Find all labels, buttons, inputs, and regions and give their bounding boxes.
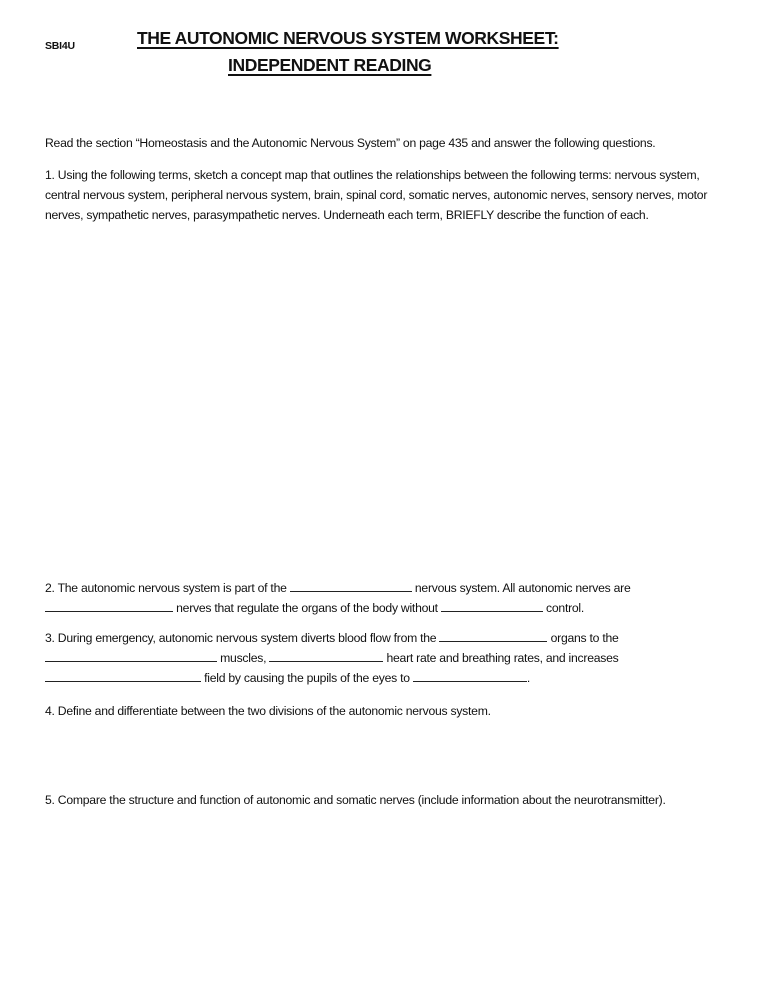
q2-blank-3[interactable]: [441, 599, 543, 612]
question-5: 5. Compare the structure and function of autonomic and somatic nerves (include information about the neurotransmitter).: [45, 793, 666, 807]
question-2: [45, 578, 725, 618]
q2-text-1: 2. The autonomic nervous system is part of the: [45, 581, 290, 595]
q2-blank-2[interactable]: [45, 599, 173, 612]
q2-text-4: control.: [542, 601, 585, 615]
q2-blank-1[interactable]: [290, 579, 412, 592]
q3-text-3: muscles,: [217, 651, 270, 665]
question-1: 1. Using the following terms, sketch a concept map that outlines the relationships between the following terms: nervous system, central nervous system, peripheral nervous system, brain, spinal cord, somatic nerves, autonomic nerves, sensory nerves, motor nerves, sympathetic nerves, parasympathetic nerves. Underneath each term, BRIEFLY describe the function of each.: [45, 168, 708, 222]
worksheet-subtitle: INDEPENDENT READING: [228, 55, 432, 75]
q3-text-5: field by causing the pupils of the eyes to: [201, 671, 413, 685]
course-code: SBI4U: [45, 40, 75, 52]
question-3: [45, 628, 725, 688]
question-4: 4. Define and differentiate between the two divisions of the autonomic nervous system.: [45, 704, 491, 718]
q3-blank-5[interactable]: [413, 669, 527, 682]
reading-instructions: Read the section “Homeostasis and the Autonomic Nervous System” on page 435 and answer the following questions.: [45, 136, 656, 150]
q3-text-4: heart rate and breathing rates, and increases: [383, 651, 619, 665]
q3-blank-2[interactable]: [45, 649, 217, 662]
q2-text-3: nerves that regulate the organs of the body without: [173, 601, 441, 615]
q2-text-2: nervous system. All autonomic nerves are: [411, 581, 631, 595]
worksheet-title: THE AUTONOMIC NERVOUS SYSTEM WORKSHEET:: [137, 28, 559, 48]
q3-blank-1[interactable]: [439, 629, 547, 642]
q3-text-6: .: [526, 671, 531, 685]
q3-text-1: 3. During emergency, autonomic nervous system diverts blood flow from the: [45, 631, 440, 645]
q3-text-2: organs to the: [547, 631, 619, 645]
q3-blank-4[interactable]: [45, 669, 201, 682]
q3-blank-3[interactable]: [269, 649, 383, 662]
